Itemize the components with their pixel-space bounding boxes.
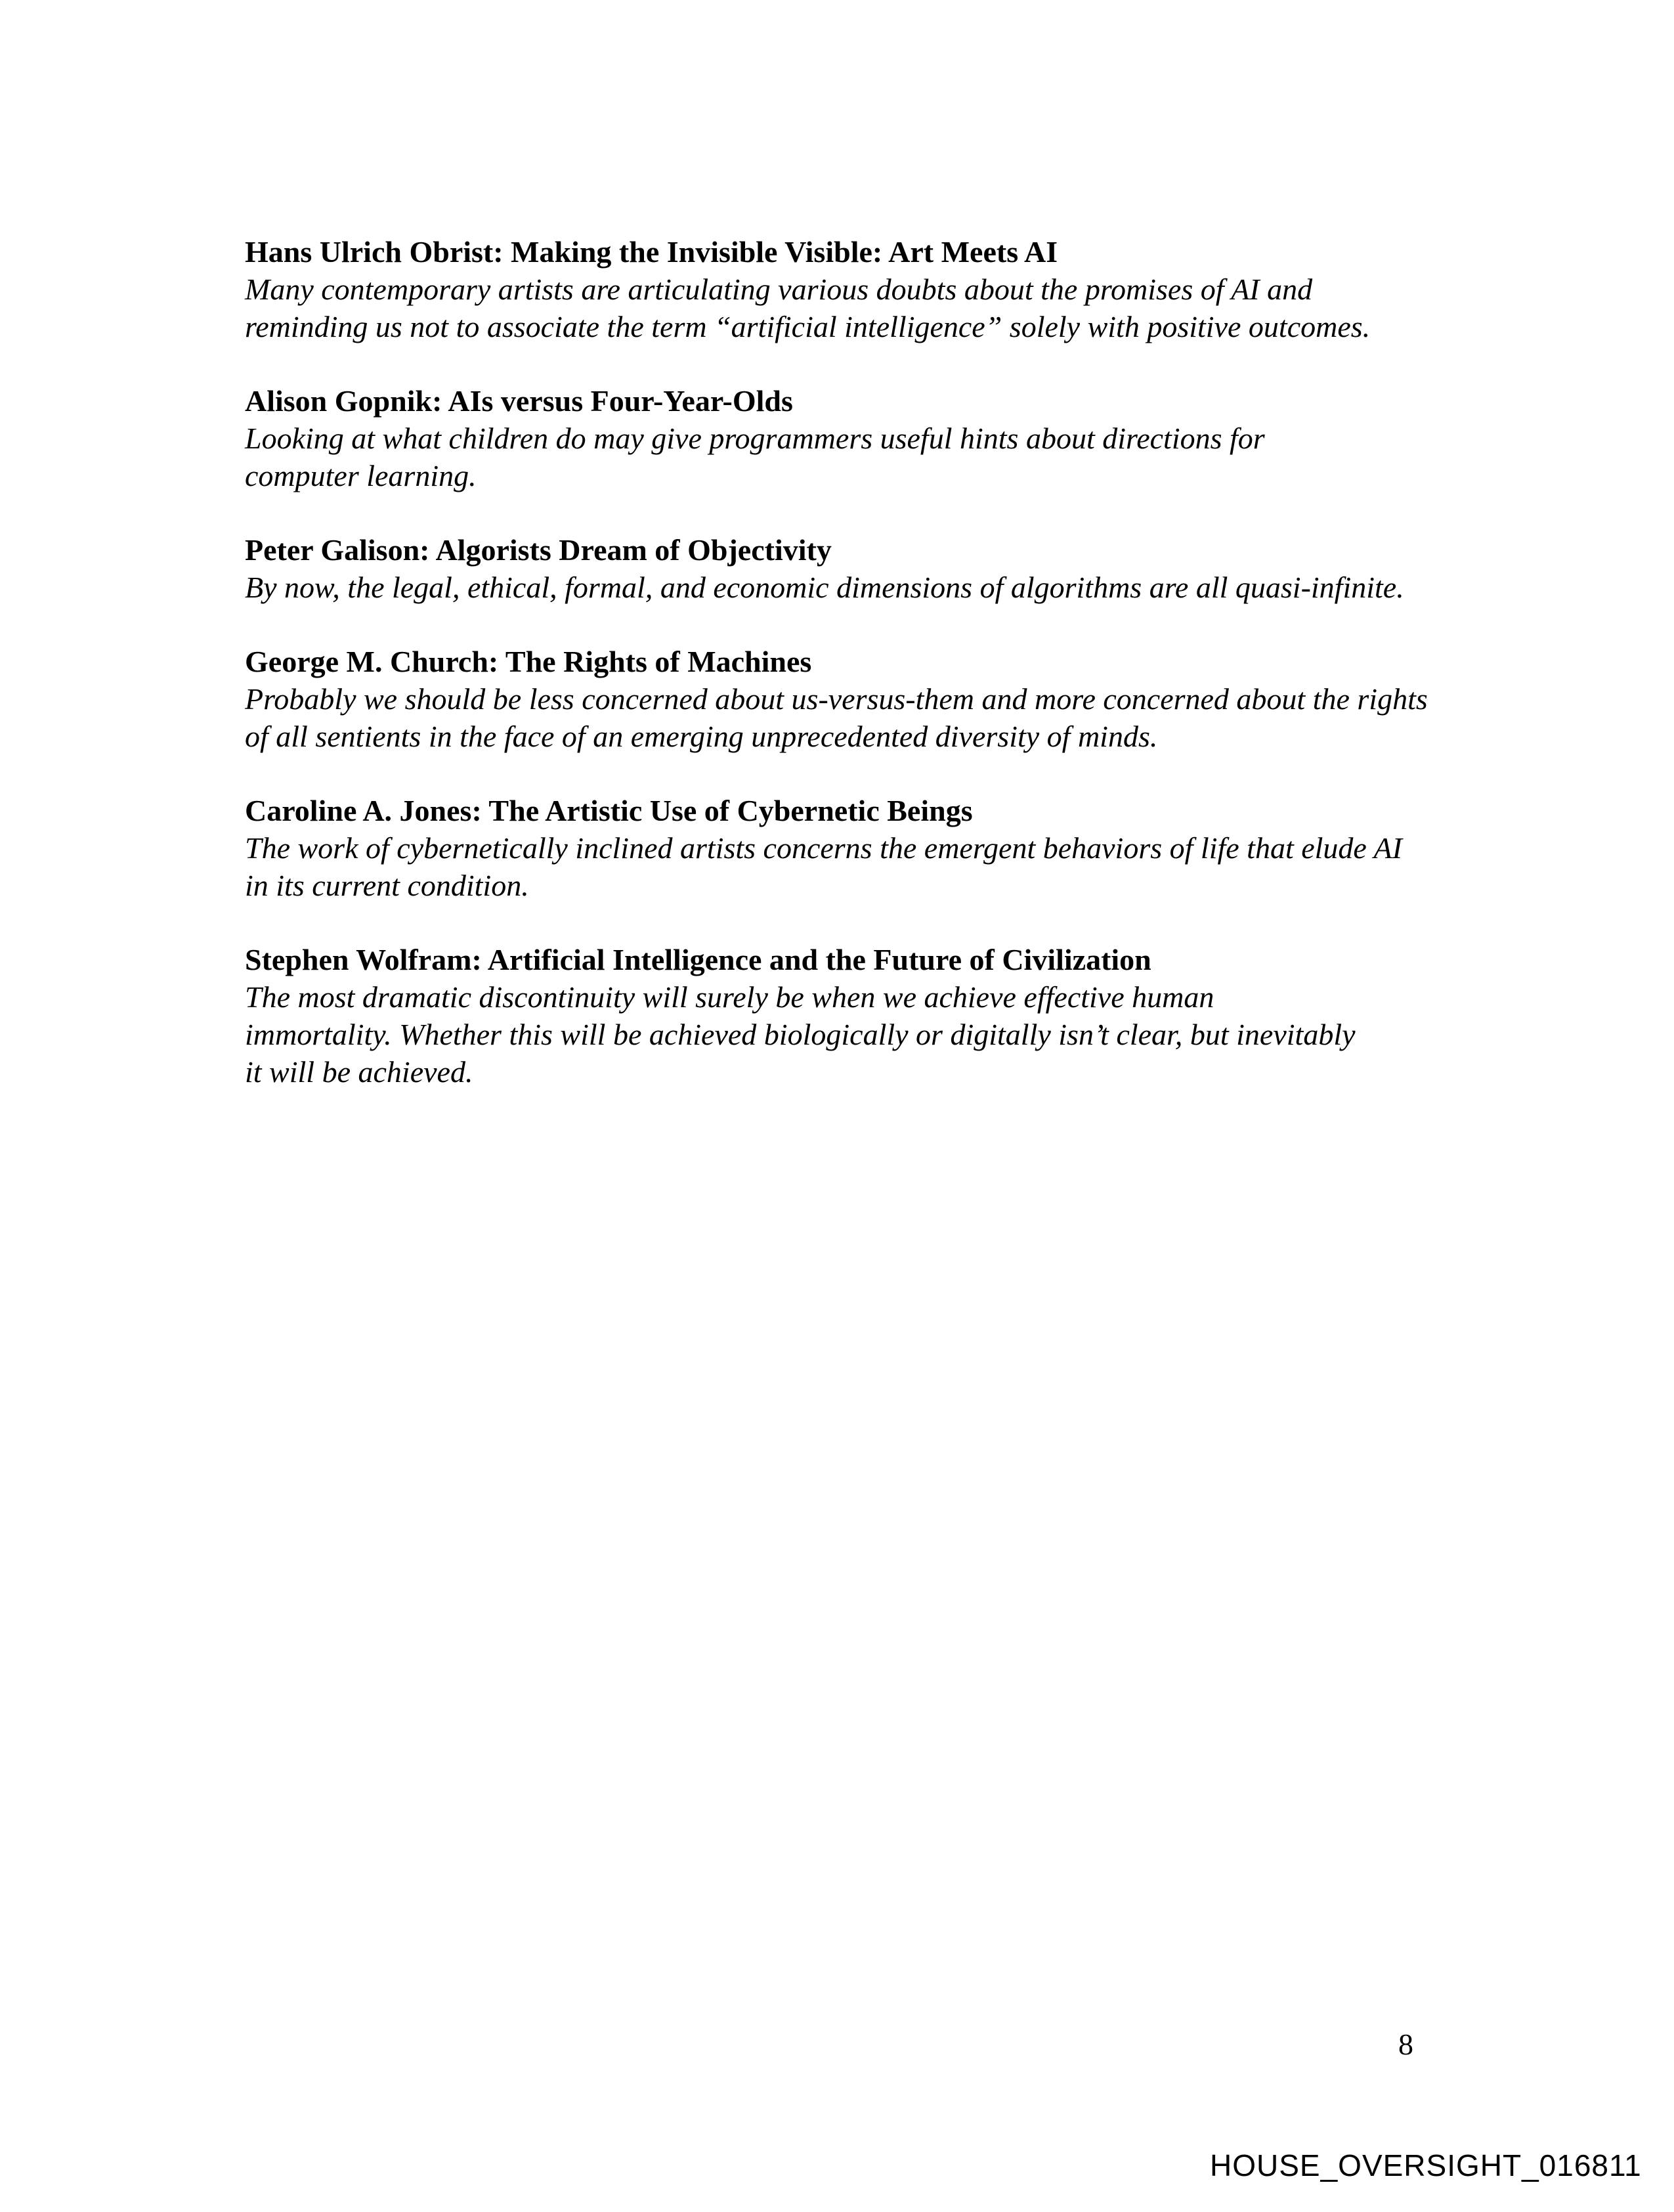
bates-number: HOUSE_OVERSIGHT_016811 xyxy=(1210,2148,1642,2182)
entry-description: Probably we should be less concerned about us-versus-them and more concerned about the rights of all sentients in the face of an emerging unprecedented diversity of minds. xyxy=(245,682,1428,753)
entry-title: Stephen Wolfram: Artificial Intelligence and the Future of Civilization xyxy=(245,943,1151,976)
entry-galison xyxy=(245,531,1440,606)
entry-gopnik xyxy=(245,382,1440,494)
entry-description: The work of cybernetically inclined artists concerns the emergent behaviors of life that elude AI in its current condition. xyxy=(245,831,1402,902)
entry-title: Hans Ulrich Obrist: Making the Invisible Visible: Art Meets AI xyxy=(245,235,1058,269)
contributor-list xyxy=(245,233,1440,1127)
entry-church xyxy=(245,643,1440,755)
entry-wolfram xyxy=(245,941,1440,1091)
page-number: 8 xyxy=(1398,2028,1413,2061)
entry-title: Peter Galison: Algorists Dream of Objectivity xyxy=(245,533,832,567)
entry-title: Caroline A. Jones: The Artistic Use of Cybernetic Beings xyxy=(245,794,973,827)
entry-description: By now, the legal, ethical, formal, and economic dimensions of algorithms are all quasi-infinite. xyxy=(245,571,1404,604)
entry-description: Looking at what children do may give programmers useful hints about directions for computer learning. xyxy=(245,422,1265,492)
entry-title: George M. Church: The Rights of Machines xyxy=(245,645,812,678)
entry-obrist xyxy=(245,233,1440,345)
entry-description: The most dramatic discontinuity will surely be when we achieve effective human immortality. Whether this will be achieved biologically or digitally isn’t clear, but inevitably it will be achieved. xyxy=(245,980,1356,1089)
entry-jones xyxy=(245,792,1440,904)
entry-title: Alison Gopnik: AIs versus Four-Year-Olds xyxy=(245,384,793,418)
entry-description: Many contemporary artists are articulating various doubts about the promises of AI and reminding us not to associate the term “artificial intelligence” solely with positive outcomes. xyxy=(245,272,1371,343)
